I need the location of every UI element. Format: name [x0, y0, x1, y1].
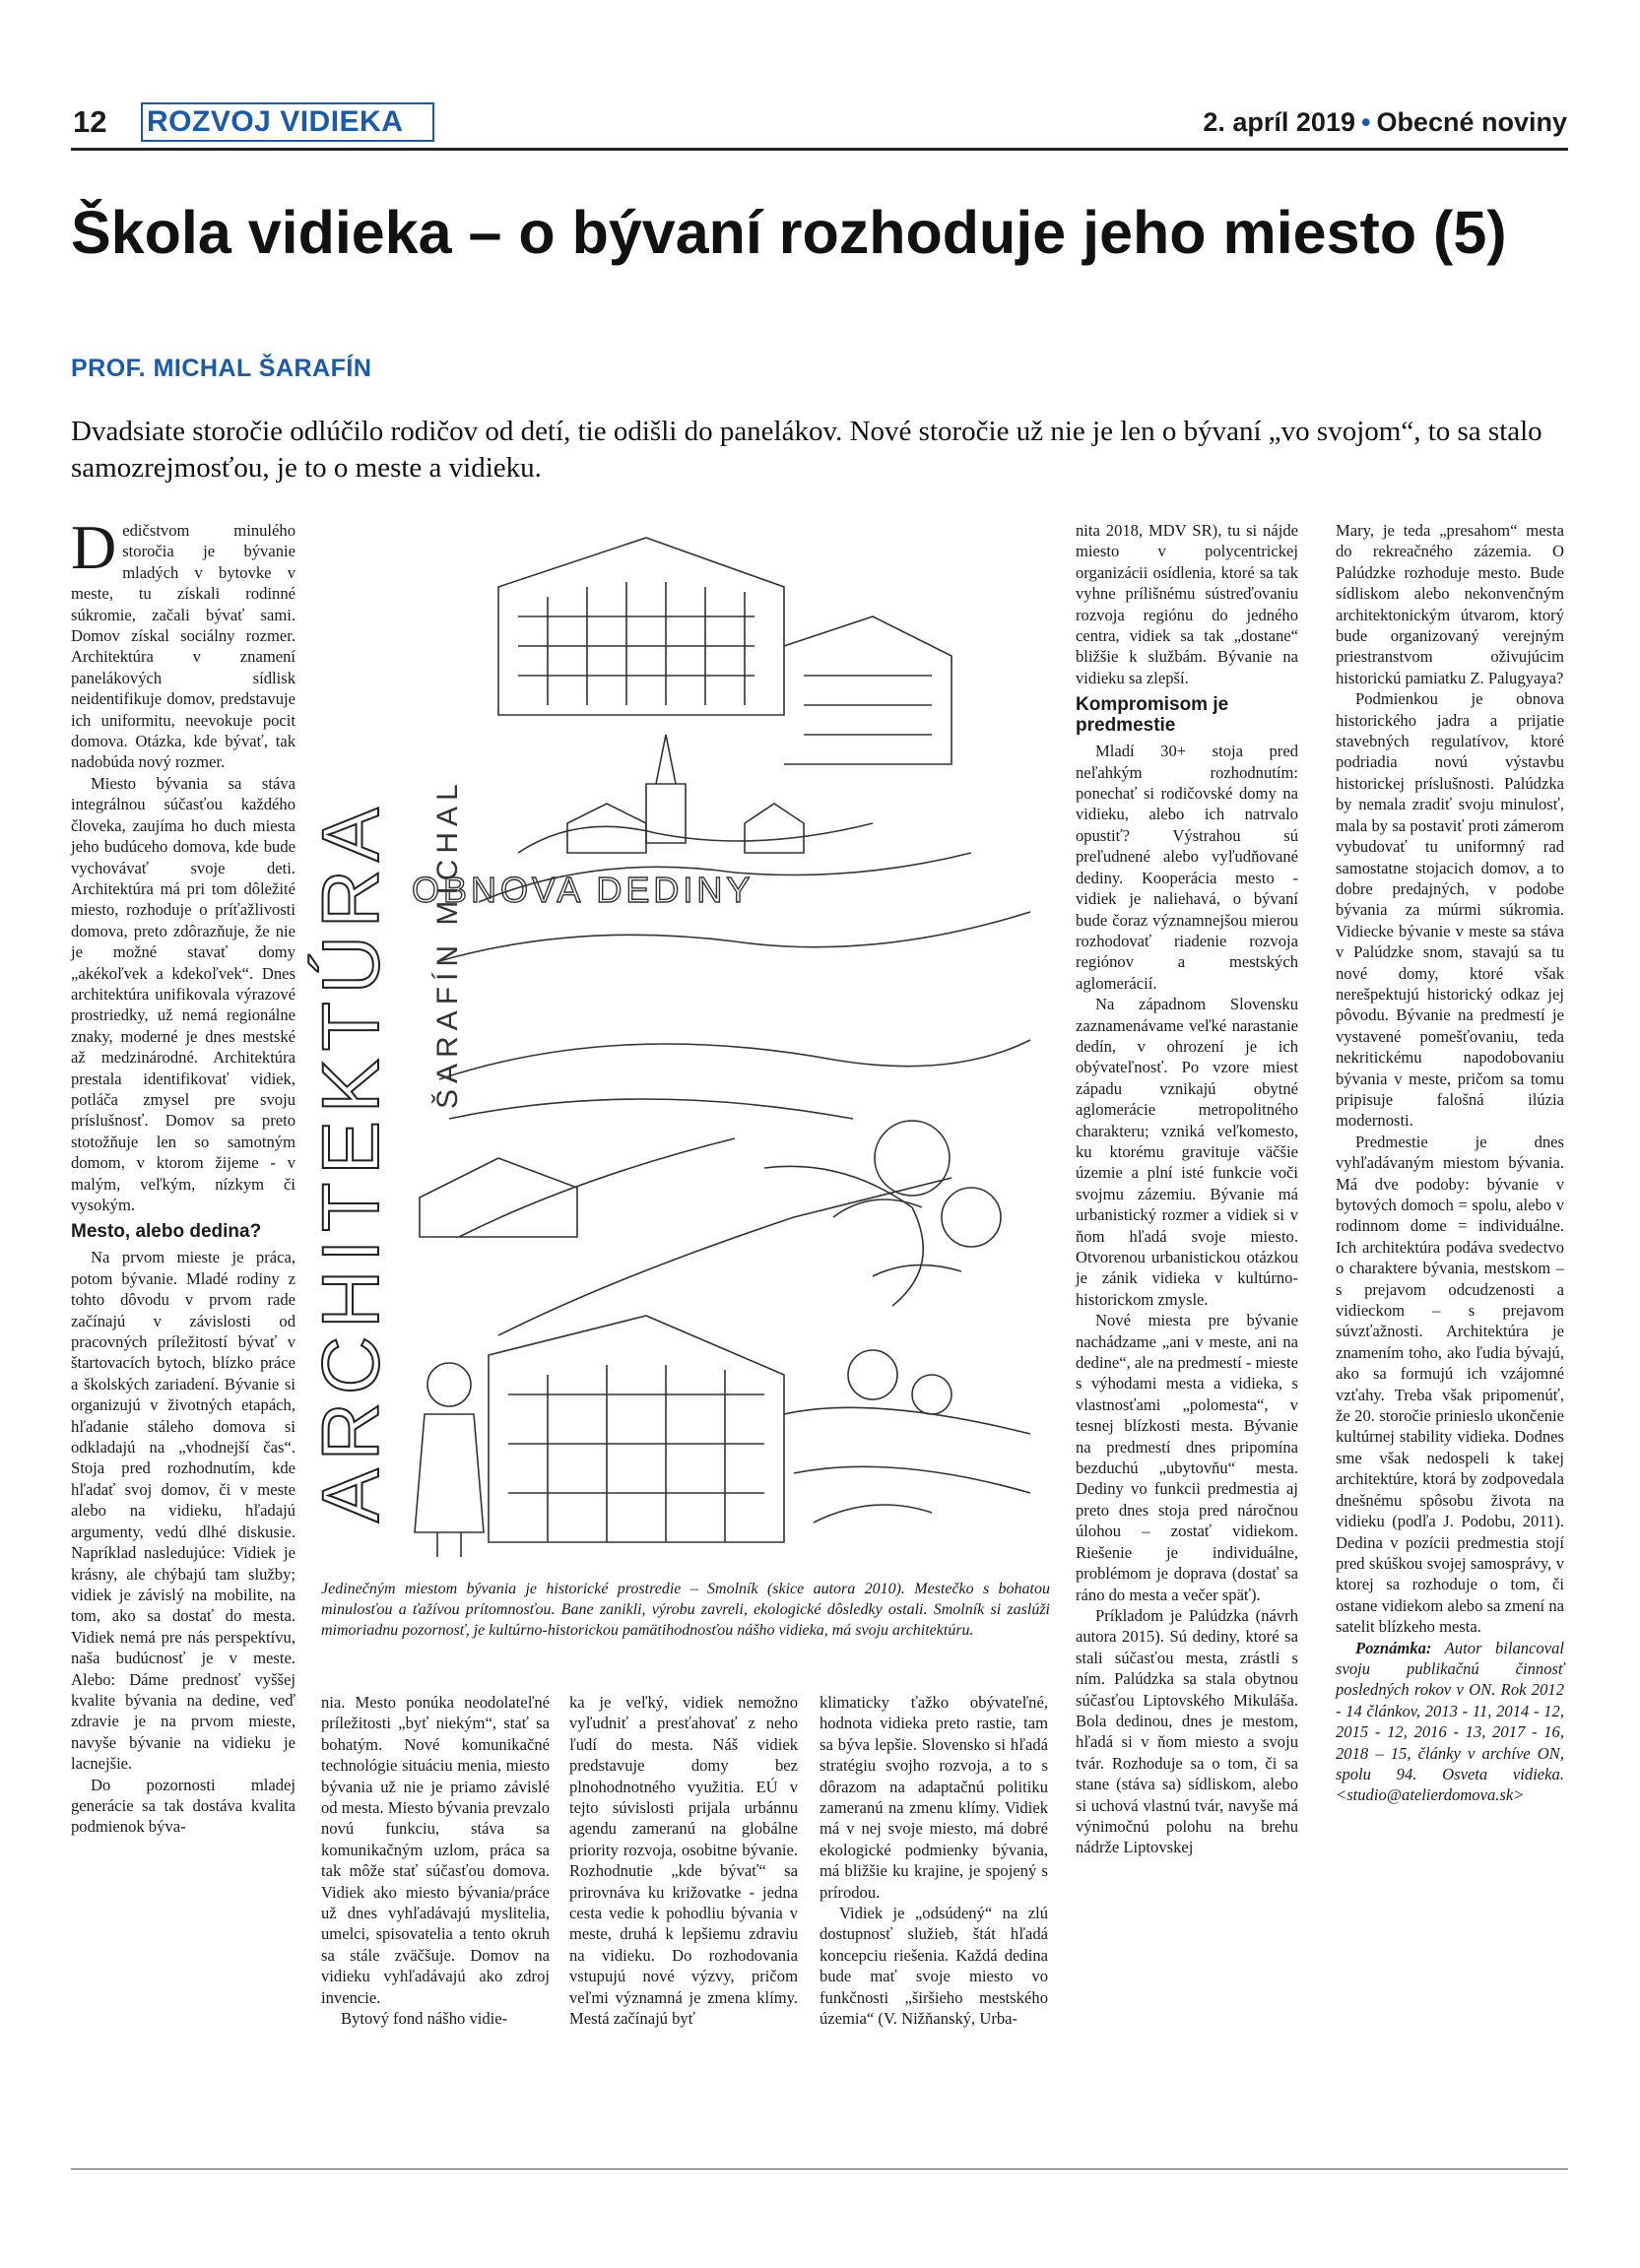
figure-author-vertical: ŠARAFÍN MICHAL: [431, 778, 464, 1109]
publication-name: Obecné noviny: [1376, 107, 1567, 137]
col4-paragraph-2: Mladí 30+ stoja pred neľahkým rozhodnutím: ponechať si rodičovské domy na vidieku, alebo ich natrvalo opustiť? Výstrahou sú preľudnené alebo vyľudňované dediny. Kooperácia mesto - vidiek je naliehavá, o bývaní bude čoraz významnejšou mierou rozhodovať riadenie rozvoja regiónov a mestských aglomerácií.: [1076, 742, 1298, 993]
sketch-drawing: [306, 528, 1050, 1564]
figure-title-vertical: ARCHITEKTÚRA: [306, 800, 396, 1523]
article-headline: Škola vidieka – o bývaní rozhoduje jeho miesto (5): [71, 199, 1507, 266]
col4-paragraph-4: Nové miesta pre bývanie nachádzame „ani v meste, ani na dedine“, ale na predmestí - mieste s výhodami mesta a vidieka, s vlastnosťami „polomesta“, v tesnej blízkosti mesta. Bývanie na predmestí dnes pripomína bezduchú „ubytovňu“ mesta. Dediny vo funkcii predmestia aj preto dnes stoja pred náročnou úlohou – zostať vidiekom. Riešenie je individuálne, problémom je doprava (dostať sa ráno do mesta a večer späť).: [1076, 1311, 1298, 1604]
col4b-paragraph-2: Vidiek je „odsúdený“ na zlú dostupnosť služieb, štát hľadá koncepciu riešenia. Každá dedina bude mať svoje miesto vo funkčnosti „širšieho mestského územia“ (V. Nižňanský, Urba-: [820, 1904, 1048, 2029]
col1-paragraph-4: Do pozornosti mladej generácie sa tak dostáva kvalita podmienok býva-: [71, 1775, 295, 1837]
footer-rule: [71, 2169, 1568, 2170]
page-number: 12: [73, 104, 107, 139]
figure-caption: Jedinečným miestom bývania je historické prostredie – Smolník (skice autora 2010). Mestečko s bohatou minulosťou a ťažívou prítomnosťou. Bane zanikli, výrobu zavreli, ekologické dôsledky ostali. Smolník si zaslúži mimoriadnu pozornosť, je kultúrno-historickou pamätihodnosťou nášho vidieka, má svoju architektúru.: [321, 1581, 1050, 1639]
column-4b: [820, 1692, 1048, 2030]
column-4: [1076, 520, 1298, 1858]
column-1: [71, 512, 295, 1838]
author-note-text: Autor bilancoval svoju publikačnú činnosť posledných rokov v ON. Rok 2012 - 14 článkov, 2013 - 11, 2014 - 12, 2015 - 12, 2016 - 13, 2017 - 16, 2018 – 15, články v archíve ON, spolu 94. Osveta vidieka. <studio@atelierdomova.sk>: [1336, 1638, 1564, 1805]
author-note: [1336, 1638, 1564, 1806]
issue-date: 2. apríl 2019: [1203, 107, 1355, 137]
col2-paragraph-1: nia. Mesto ponúka neodolateľné príležitosti „byť niekým“, stať sa bohatým. Nové komunikačné technológie situáciu menia, miesto bývania už nie je priamo závislé od mesta. Miesto bývania prevzalo novú funkciu, stáva sa komunikačným uzlom, práca sa tak môže stať súčasťou domova. Vidiek ako miesto bývania/práce už dnes vyhľadávajú myslitelia, umelci, spisovatelia a tento okruh sa stále zväčšuje. Domov na vidieku vyhľadávajú ako zdroj invencie.: [321, 1693, 550, 2007]
col1-paragraph-3: Na prvom mieste je práca, potom bývanie. Mladé rodiny z tohto dôvodu v prvom rade začínajú v závislosti od pracovných príležitostí bývať v štartovacích bytoch, blízko práce a školských zariadení. Bývanie si organizujú v životných etapách, hľadanie stáleho domova si odkladajú na „vhodnejší čas“. Stoja pred rozhodnutím, kde hľadať svoj domov, či v meste alebo na vidieku, hľadajú argumenty, vedú dlhé diskusie. Napríklad nasledujúce: Vidiek je krásny, ale chýbajú tam služby; vidiek je závislý na mobilite, na tom, ako sa dostať do mesta. Vidiek nemá pre nás perspektívu, naša budúcnosť je v meste. Alebo: Dáme prednosť vyššej kvalite bývania na dedine, veď zdravie je na prvom mieste, navyše bývanie na vidieku je lacnejšie.: [71, 1248, 295, 1774]
issue-info: [1203, 104, 1567, 140]
article-author: PROF. MICHAL ŠARAFÍN: [71, 355, 372, 382]
col1-paragraph-2: Miesto bývania sa stáva integrálnou súčasťou každého človeka, zaujíma ho duch miesta jeho budúceho domova, kde bude vychovávať svoje deti. Architektúra má pri tom dôležité miesto, rozhoduje o príťažlivosti domova, preto zdôrazňuje, že nie je možné stavať domy „akékoľvek a kdekoľvek“. Dnes architektúra unifikovala výrazové prostriedky, už nemá regionálne znaky, moderné je dnes mestské až medzinárodné. Architektúra prestala identifikovať vidiek, potláča zmysel pre svoju príslušnosť. Domov sa preto stotožňuje len so samotným domom, v ktorom žijeme - v malým, veľkým, nízkym či vysokým.: [71, 773, 295, 1214]
section-label-text: ROZVOJ VIDIEKA: [147, 105, 404, 138]
drop-cap: D: [71, 512, 117, 582]
col2-paragraph-2: Bytový fond nášho vidie-: [341, 2009, 508, 2029]
col3-paragraph-1: ka je veľký, vidiek nemožno vyľudniť a presťahovať z neho ľudí do mesta. Náš vidiek predstavuje domy bez plnohodnotného využitia. EÚ v tejto súvislosti prijala urbánnu agendu zameranú na globálne priority rozvoja, osobitne bývanie. Rozhodnutie „kde bývať“ sa prirovnáva ku križovatke - jedna cesta vedie k pohodliu bývania v meste, druhá k lepšiemu zdraviu na vidieku. Do rozhodovania vstupujú nové výzvy, pričom veľmi významná je zmena klímy. Mestá začínajú byť: [569, 1693, 798, 2029]
col5-paragraph-2: Podmienkou je obnova historického jadra a prijatie stavebných regulatívov, ktoré podriadia novú výstavbu historickej príslušnosti. Palúdzka by nemala zradiť svoju minulosť, mala by sa postaviť proti zámerom vybudovať tu uniformný rad samostatne stojacich domov, a to dobre predajných, v podobe bývania za múrmi súkromia. Vidiecke bývanie v meste sa stáva v Palúdzke snom, stavajú sa tu nové domy, ktoré však nerešpektujú historický odkaz jej pôvodu. Bývanie na predmestí je vystavené pomešťovaniu, teda nekritickému napodobovaniu bývania v meste, pričom sa tomu pripisuje falošná ilúzia modernosti.: [1336, 689, 1564, 1131]
subheading-kompromisom: Kompromisom je predmestie: [1076, 694, 1229, 737]
col4-paragraph-5: Príkladom je Palúdzka (návrh autora 2015). Sú dediny, ktoré sa stali súčasťou mesta, zrástli s ním. Palúdzka sa stala obytnou súčasťou Liptovského Mikuláša. Bola dedinou, dnes je mestom, hľadá si v ňom miesto a svoju tvár. Rozhoduje sa o tom, či sa stane (stáva sa) sídliskom, alebo si uchová vlastnú tvár, navyše má výnimočnú polohu na brehu nádrže Liptovskej: [1076, 1605, 1298, 1857]
col1-paragraph-1: edičstvom minulého storočia je bývanie mladých v bytovke v meste, tu získali rodinné súkromie, začali bývať sami. Domov získal sociálny rozmer. Architektúra v znamení panelákových sídlisk neidentifikuje domov, predstavuje ich uniformitu, neevokuje pocit domova. Otázka, kde bývať, tak nadobúda nový rozmer.: [71, 521, 295, 772]
subheading-mesto-alebo-dedina: Mesto, alebo dedina?: [71, 1221, 262, 1243]
header-rule: [71, 148, 1568, 151]
sketch-illustration: [306, 528, 1050, 1564]
article-lead: Dvadsiate storočie odlúčilo rodičov od detí, tie odišli do panelákov. Nové storočie už nie je len o bývaní „vo svojom“, to sa stalo samozrejmosťou, je to o meste a vidieku.: [71, 416, 1542, 484]
col5-paragraph-3: Predmestie je dnes vyhľadávaným miestom bývania. Má dve podoby: bývanie v bytových domoch = spolu, alebo v rodinnom dome = individuálne. Ich architektúra podáva svedectvo o charaktere bývania, mestskom – s prejavom odcudzenosti a vidieckom – s prejavom súvzťažnosti. Architektúra je znamením toho, ako ľudia bývajú, ako sa formujú ich vzájomné vzťahy. Treba však pripomenúť, že 20. storočie prinieslo ukončenie kultúrnej stability vidieka. Dodnes sme však nedospeli k takej architektúre, ktorá by zodpovedala dnešnému spôsobu života na vidieku (podľa J. Podobu, 2011). Dedina v pozícii predmestia stojí pred skúškou svojej samosprávy, v ktorej sa rozhoduje o tom, či ostane vidiekom alebo sa zmení na satelit blízkeho mesta.: [1336, 1132, 1564, 1637]
column-2: [321, 1692, 550, 2030]
col5-paragraph-1: Mary, je teda „presahom“ mesta do rekreačného zázemia. O Palúdzke rozhoduje mesto. Bude sídliskom alebo nekonvenčným architektonickým útvarom, ktorý bude organizovaný verejným priestranstvom oživujúcim historickú pamiatku Z. Palugyaya?: [1336, 521, 1564, 687]
col4-paragraph-1: nita 2018, MDV SR), tu si nájde miesto v polycentrickej organizácii osídlenia, ktoré sa tak vyhne prílišnému sústreďovaniu rozvoja regiónu do jedného centra, vidiek sa tak „dostane“ bližšie k službám. Bývanie na vidieku sa zlepší.: [1076, 521, 1298, 687]
column-5: [1336, 520, 1564, 1806]
author-note-label: Poznámka:: [1355, 1638, 1432, 1657]
separator-dot: •: [1360, 107, 1371, 137]
section-label: [141, 102, 434, 142]
figure-subtitle: OBNOVA DEDINY: [412, 870, 754, 910]
column-3: [569, 1692, 798, 2030]
col4-paragraph-3: Na západnom Slovensku zaznamenávame veľké narastanie dedín, v ohrození je ich obývateľnosť. Po vzore miest západu vznikajú obytné aglomerácie metropolitného charakteru; vzniká veľkomesto, ku ktorému gravituje väčšie územie a plní isté funkcie voči svojmu zázemiu. Bývanie má urbanistický rozmer a vidiek si v ňom hľadá svoje miesto. Otvorenou urbanistickou otázkou je zánik vidieka v kultúrno-historickom zmysle.: [1076, 995, 1298, 1309]
col4b-paragraph-1: klimaticky ťažko obývateľné, hodnota vidieka preto rastie, tam sa býva lepšie. Slovensko si hľadá stratégiu svojho rozvoja, a to s dôrazom na adaptačnú politiku zameranú na zmenu klímy. Vidiek má v nej svoje miesto, má dobré ekologické podmienky bývania, má bližšie ku krajine, je spojený s prírodou.: [820, 1693, 1048, 1902]
